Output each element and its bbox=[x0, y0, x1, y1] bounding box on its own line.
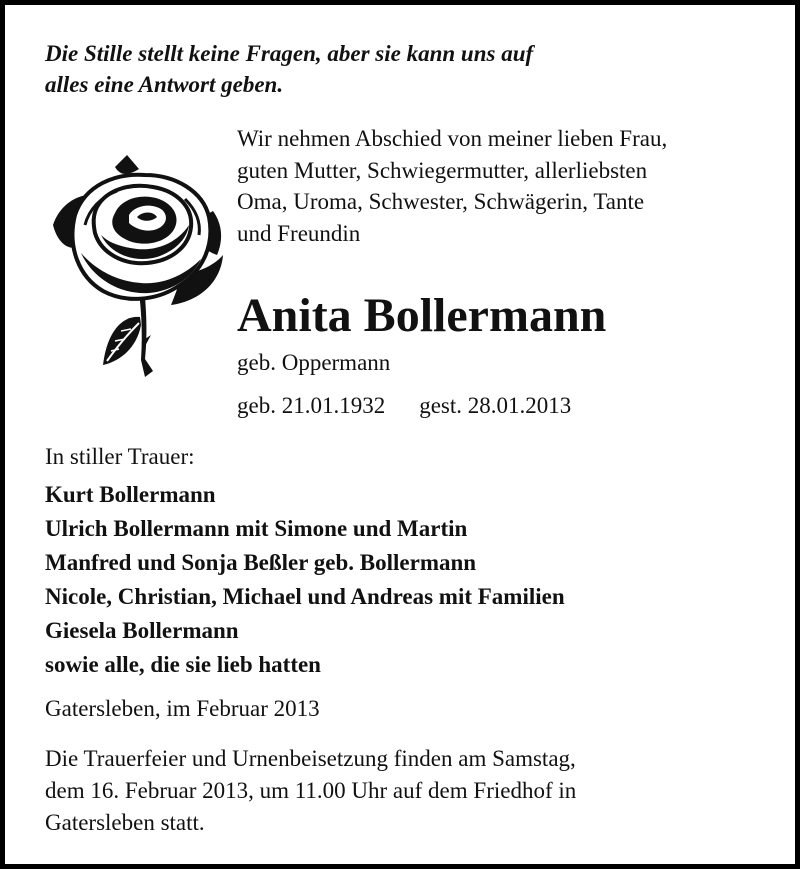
farewell-line: Wir nehmen Abschied von meiner lieben Frau, bbox=[237, 126, 668, 151]
farewell-text bbox=[237, 123, 777, 249]
farewell-line: guten Mutter, Schwiegermutter, allerliebsten bbox=[237, 157, 648, 183]
motto-line: Die Stille stellt keine Fragen, aber sie kann uns auf bbox=[45, 41, 534, 66]
farewell-line: Oma, Uroma, Schwester, Schwägerin, Tante bbox=[237, 189, 645, 214]
place-and-date: Gatersleben, im Februar 2013 bbox=[45, 696, 320, 721]
motto-quote bbox=[45, 38, 745, 100]
ceremony-info bbox=[45, 743, 576, 839]
mourner-entry: Giesela Bollermann bbox=[45, 618, 239, 643]
farewell-line: und Freundin bbox=[237, 220, 361, 246]
ceremony-line: Gatersleben statt. bbox=[45, 810, 205, 835]
rose-icon bbox=[45, 155, 227, 387]
ceremony-line: dem 16. Februar 2013, um 11.00 Uhr auf dem Friedhof in bbox=[45, 778, 577, 803]
mourner-entry: Manfred und Sonja Beßler geb. Bollermann bbox=[45, 550, 477, 575]
birth-name: geb. Oppermann bbox=[237, 350, 391, 375]
mourner-entry: Nicole, Christian, Michael und Andreas mit Familien bbox=[45, 584, 565, 609]
death-date: gest. 28.01.2013 bbox=[419, 393, 572, 418]
mourner-entry: Ulrich Bollermann mit Simone und Martin bbox=[45, 516, 468, 541]
mourning-label: In stiller Trauer: bbox=[45, 444, 195, 469]
birth-date: geb. 21.01.1932 bbox=[237, 393, 386, 418]
mourners-list bbox=[45, 478, 565, 682]
mourner-entry: Kurt Bollermann bbox=[45, 482, 216, 507]
ceremony-line: Die Trauerfeier und Urnenbeisetzung finden am Samstag, bbox=[45, 746, 576, 771]
mourner-entry: sowie alle, die sie lieb hatten bbox=[45, 652, 321, 677]
motto-line: alles eine Antwort geben. bbox=[45, 72, 284, 97]
deceased-name: Anita Bollermann bbox=[237, 289, 607, 342]
life-dates bbox=[237, 391, 571, 421]
